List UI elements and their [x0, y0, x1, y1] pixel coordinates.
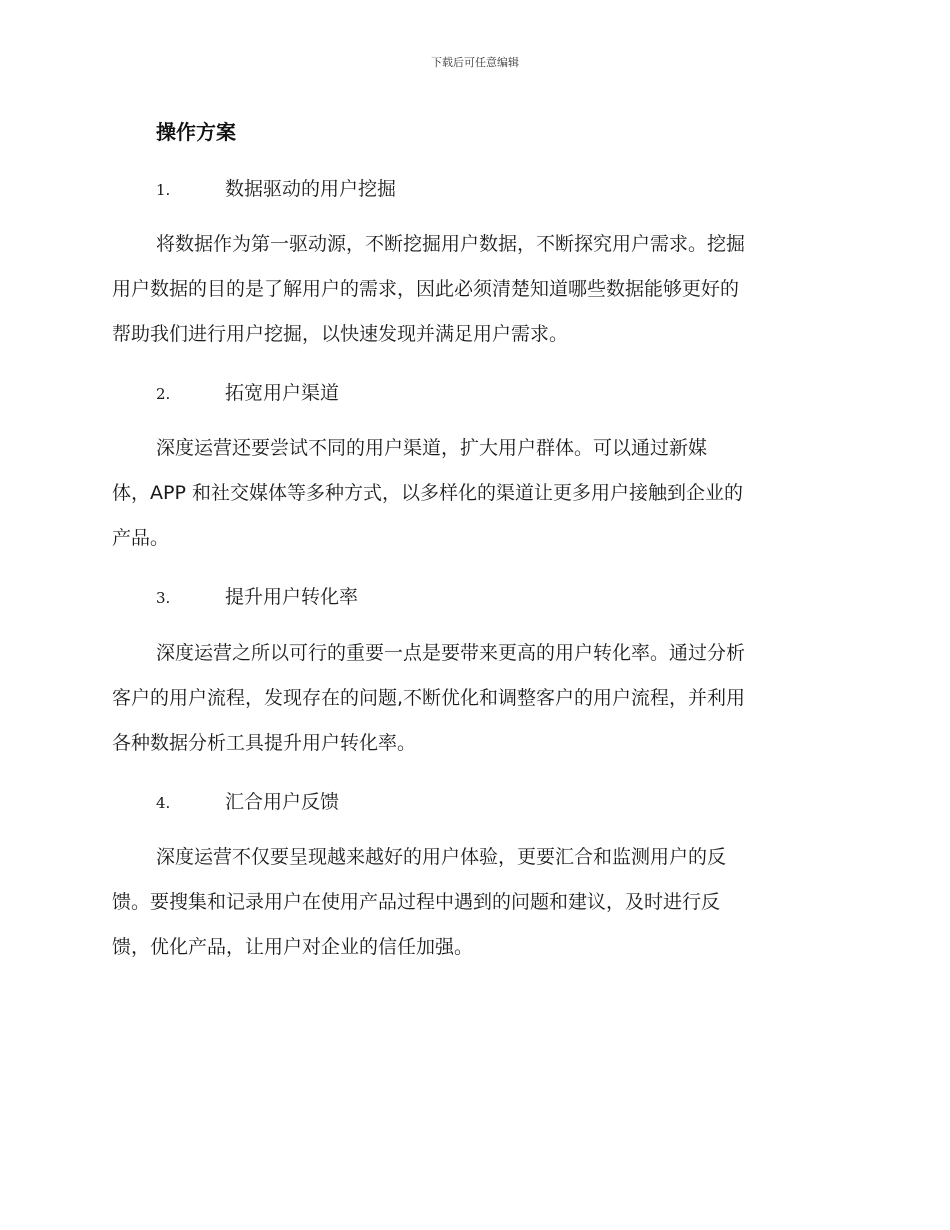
- paragraph-line: 深度运营之所以可行的重要一点是要带来更高的用户转化率。通过分析: [156, 642, 746, 664]
- paragraph-line: 将数据作为第一驱动源，不断挖掘用户数据，不断探究用户需求。挖掘: [156, 233, 746, 255]
- paragraph-line: 帮助我们进行用户挖掘，以快速发现并满足用户需求。: [112, 323, 569, 345]
- section-heading-text: 数据驱动的用户挖掘: [225, 178, 397, 200]
- section-number: 1.: [156, 181, 171, 199]
- section-number: 2.: [156, 385, 171, 403]
- section-2-paragraph: [112, 426, 842, 561]
- section-4-paragraph: [112, 835, 842, 970]
- section-number: 3.: [156, 589, 171, 607]
- paragraph-line: 馈。要搜集和记录用户在使用产品过程中遇到的问题和建议，及时进行反: [112, 891, 721, 913]
- section-3-paragraph: [112, 631, 842, 766]
- page-header: 下载后可任意编辑: [431, 56, 519, 69]
- section-heading-text: 汇合用户反馈: [225, 791, 340, 813]
- section-1-heading: [156, 174, 396, 201]
- paragraph-line: 体，APP 和社交媒体等多种方式，以多样化的渠道让更多用户接触到企业的: [112, 482, 743, 504]
- paragraph-line: 深度运营不仅要呈现越来越好的用户体验，更要汇合和监测用户的反: [156, 846, 727, 868]
- section-4-heading: [156, 787, 339, 814]
- paragraph-line: 用户数据的目的是了解用户的需求，因此必须清楚知道哪些数据能够更好的: [112, 278, 740, 300]
- paragraph-line: 客户的用户流程，发现存在的问题,不断优化和调整客户的用户流程，并利用: [112, 687, 746, 709]
- section-title: 操作方案: [156, 120, 236, 144]
- section-3-heading: [156, 582, 358, 609]
- section-2-heading: [156, 378, 339, 405]
- section-heading-text: 拓宽用户渠道: [225, 382, 340, 404]
- section-number: 4.: [156, 794, 171, 812]
- section-1-paragraph: [112, 222, 842, 357]
- paragraph-line: 各种数据分析工具提升用户转化率。: [112, 732, 417, 754]
- paragraph-line: 产品。: [112, 527, 170, 549]
- section-heading-text: 提升用户转化率: [225, 586, 359, 608]
- paragraph-line: 深度运营还要尝试不同的用户渠道，扩大用户群体。可以通过新媒: [156, 437, 708, 459]
- paragraph-line: 馈，优化产品，让用户对企业的信任加强。: [112, 936, 474, 958]
